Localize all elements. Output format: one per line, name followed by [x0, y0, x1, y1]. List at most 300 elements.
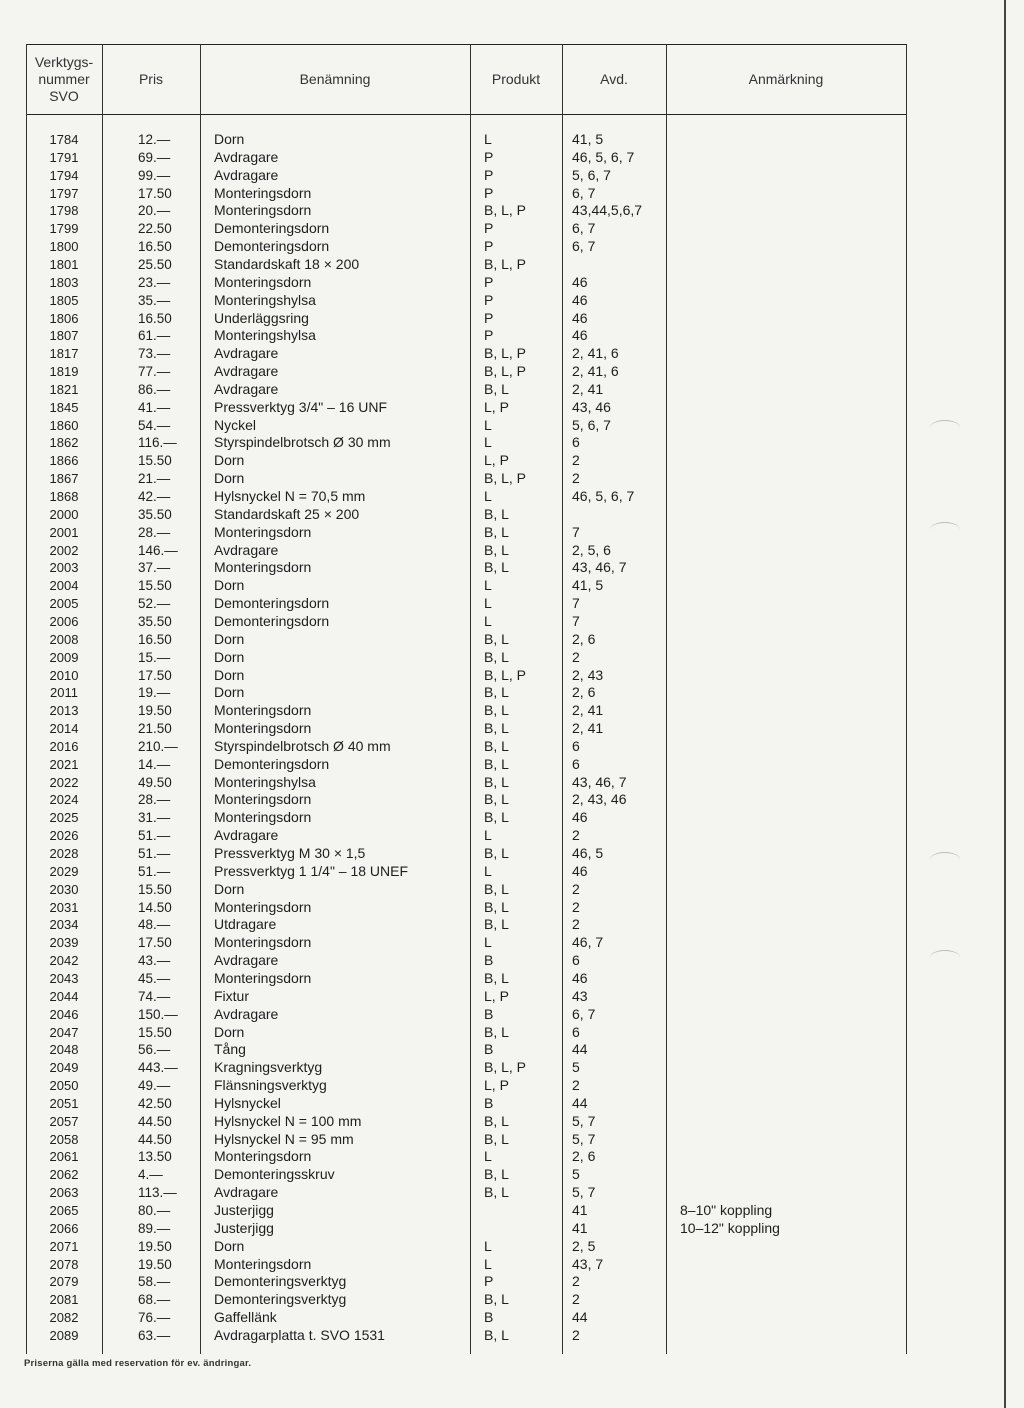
- cell-product: B: [484, 1041, 494, 1058]
- cell-description: Monteringsdorn: [214, 559, 312, 576]
- cell-description: Hylsnyckel: [214, 1094, 281, 1111]
- cell-price: 52.—: [138, 596, 171, 612]
- cell-description: Avdragarplatta t. SVO 1531: [214, 1326, 385, 1343]
- punch-hole-mark: [930, 420, 960, 435]
- cell-price: 51.—: [138, 846, 171, 861]
- cell-department: 5: [572, 1166, 580, 1183]
- cell-department: 44: [572, 1041, 588, 1058]
- cell-product: P: [484, 273, 494, 290]
- cell-svo-number: 2025: [49, 810, 79, 826]
- table-border-right: [906, 44, 907, 1354]
- table-border-left: [26, 44, 27, 1354]
- footnote: Priserna gälla med reservation för ev. ändringar.: [24, 1358, 252, 1369]
- cell-description: Demonteringsdorn: [214, 220, 330, 237]
- cell-price: 113.—: [138, 1185, 177, 1201]
- cell-department: 6, 7: [572, 184, 596, 201]
- cell-description: Dorn: [214, 1023, 245, 1040]
- cell-remark: 8–10" koppling: [680, 1202, 773, 1218]
- column-divider: [562, 44, 563, 1354]
- cell-description: Demonteringsdorn: [214, 238, 330, 255]
- cell-svo-number: 1794: [49, 167, 79, 183]
- cell-department: 43: [572, 987, 588, 1004]
- cell-description: Avdragare: [214, 1184, 279, 1201]
- cell-svo-number: 2061: [49, 1149, 79, 1165]
- cell-price: 44.50: [138, 1113, 172, 1129]
- cell-price: 15.—: [138, 649, 171, 665]
- cell-department: 2: [572, 1326, 580, 1343]
- cell-product: L: [484, 862, 492, 879]
- cell-department: 6, 7: [572, 238, 596, 255]
- cell-description: Styrspindelbrotsch Ø 30 mm: [214, 434, 391, 451]
- cell-description: Monteringsdorn: [214, 523, 312, 540]
- cell-description: Fixtur: [214, 987, 249, 1004]
- cell-description: Monteringsdorn: [214, 702, 312, 719]
- cell-svo-number: 2078: [49, 1256, 79, 1272]
- cell-department: 46, 7: [572, 934, 604, 951]
- cell-product: B, L, P: [484, 255, 527, 272]
- cell-svo-number: 1798: [49, 203, 79, 219]
- header-benamning: Benämning: [299, 70, 371, 87]
- cell-product: B, L: [484, 969, 509, 986]
- header-avd: Avd.: [600, 70, 628, 87]
- cell-product: B: [484, 1309, 494, 1326]
- cell-product: B, L, P: [484, 470, 527, 487]
- cell-price: 31.—: [138, 810, 171, 826]
- cell-department: 2: [572, 1077, 580, 1094]
- cell-product: L: [484, 827, 492, 844]
- cell-product: P: [484, 148, 494, 165]
- cell-price: 54.—: [138, 417, 171, 433]
- cell-product: B, L: [484, 755, 509, 772]
- cell-svo-number: 2079: [49, 1274, 79, 1290]
- cell-department: 2, 6: [572, 630, 596, 647]
- cell-product: L: [484, 434, 492, 451]
- cell-price: 99.—: [138, 167, 171, 183]
- cell-product: B, L, P: [484, 363, 527, 380]
- cell-product: B, L: [484, 791, 509, 808]
- cell-product: B, L: [484, 845, 509, 861]
- cell-price: 20.—: [138, 203, 171, 219]
- cell-description: Avdragare: [214, 363, 279, 380]
- cell-svo-number: 1867: [49, 471, 79, 487]
- cell-product: B: [484, 1094, 494, 1111]
- cell-product: B: [484, 1005, 494, 1022]
- cell-svo-number: 1784: [49, 132, 79, 147]
- cell-product: B, L: [484, 648, 509, 665]
- cell-svo-number: 2039: [49, 935, 79, 951]
- cell-price: 15.50: [138, 881, 172, 897]
- cell-price: 35.50: [138, 506, 172, 522]
- punch-hole-mark: [930, 950, 960, 965]
- cell-product: B, L: [484, 1326, 509, 1343]
- cell-svo-number: 2022: [49, 774, 79, 790]
- cell-department: 2, 6: [572, 1148, 596, 1165]
- cell-price: 73.—: [138, 346, 171, 362]
- cell-price: 56.—: [138, 1042, 171, 1058]
- cell-product: L: [484, 1148, 492, 1165]
- cell-department: 46: [572, 969, 588, 986]
- cell-svo-number: 2050: [49, 1078, 79, 1094]
- punch-hole-mark: [930, 522, 960, 537]
- cell-svo-number: 2065: [49, 1203, 79, 1218]
- cell-department: 46: [572, 327, 588, 344]
- cell-price: 74.—: [138, 988, 171, 1004]
- header-svo-line: Verktygs-: [34, 53, 94, 70]
- cell-price: 41.—: [138, 399, 171, 415]
- cell-product: P: [484, 166, 494, 183]
- cell-product: B, L, P: [484, 666, 527, 683]
- cell-department: 41, 5: [572, 577, 604, 594]
- cell-department: 44: [572, 1094, 588, 1111]
- cell-description: Standardskaft 25 × 200: [214, 505, 360, 522]
- cell-price: 15.50: [138, 453, 172, 469]
- cell-department: 6: [572, 1023, 580, 1040]
- cell-svo-number: 1801: [49, 256, 79, 272]
- cell-svo-number: 2009: [49, 649, 79, 665]
- cell-description: Demonteringsdorn: [214, 755, 330, 772]
- cell-product: L: [484, 416, 492, 433]
- cell-description: Monteringsdorn: [214, 202, 312, 219]
- cell-department: 2: [572, 648, 580, 665]
- cell-description: Nyckel: [214, 416, 257, 433]
- cell-svo-number: 1860: [49, 417, 79, 433]
- cell-price: 48.—: [138, 917, 171, 933]
- cell-department: 6, 7: [572, 220, 596, 237]
- cell-svo-number: 1817: [49, 346, 79, 362]
- cell-department: 43,44,5,6,7: [572, 202, 643, 219]
- cell-description: Demonteringsdorn: [214, 595, 330, 612]
- cell-price: 15.50: [138, 578, 172, 594]
- cell-price: 35.50: [138, 613, 172, 629]
- cell-description: Justerjigg: [214, 1219, 274, 1236]
- cell-description: Utdragare: [214, 916, 277, 933]
- cell-price: 77.—: [138, 364, 171, 380]
- cell-price: 15.50: [138, 1024, 172, 1040]
- cell-product: B, L: [484, 773, 509, 790]
- cell-price: 45.—: [138, 970, 171, 986]
- cell-svo-number: 2028: [49, 846, 79, 861]
- cell-department: 43, 46, 7: [572, 559, 627, 576]
- cell-description: Avdragare: [214, 1005, 279, 1022]
- cell-description: Monteringsdorn: [214, 809, 312, 826]
- cell-product: P: [484, 291, 494, 308]
- cell-description: Dorn: [214, 630, 245, 647]
- cell-price: 69.—: [138, 149, 171, 165]
- cell-description: Demonteringsverktyg: [214, 1273, 347, 1290]
- cell-svo-number: 1862: [49, 435, 79, 451]
- cell-svo-number: 2011: [50, 685, 78, 701]
- cell-description: Tång: [214, 1041, 246, 1058]
- cell-description: Pressverktyg 3/4" – 16 UNF: [214, 398, 388, 415]
- cell-svo-number: 2002: [49, 542, 79, 558]
- cell-svo-number: 1819: [49, 364, 79, 380]
- cell-price: 68.—: [138, 1292, 171, 1308]
- cell-price: 42.—: [138, 489, 171, 504]
- cell-department: 2, 41: [572, 720, 604, 737]
- cell-department: 41: [572, 1202, 588, 1218]
- cell-department: 2: [572, 916, 580, 933]
- cell-department: 46, 5, 6, 7: [572, 488, 635, 504]
- cell-description: Dorn: [214, 131, 245, 147]
- cell-description: Justerjigg: [214, 1202, 274, 1218]
- cell-department: 44: [572, 1309, 588, 1326]
- cell-department: 6: [572, 434, 580, 451]
- cell-price: 19.50: [138, 1256, 172, 1272]
- cell-svo-number: 2010: [49, 667, 79, 683]
- cell-description: Demonteringsskruv: [214, 1166, 335, 1183]
- cell-product: L: [484, 577, 492, 594]
- cell-svo-number: 1866: [49, 453, 79, 469]
- cell-price: 19.—: [138, 685, 171, 701]
- column-divider: [200, 44, 201, 1354]
- cell-department: 2, 43, 46: [572, 791, 627, 808]
- cell-description: Underläggsring: [214, 309, 309, 326]
- cell-price: 12.—: [138, 132, 171, 147]
- header-svo: [26, 44, 102, 114]
- cell-price: 13.50: [138, 1149, 172, 1165]
- cell-product: B, L: [484, 1112, 509, 1129]
- cell-description: Avdragare: [214, 952, 279, 969]
- cell-description: Kragningsverktyg: [214, 1059, 323, 1076]
- cell-description: Monteringsdorn: [214, 1148, 312, 1165]
- cell-price: 14.—: [138, 756, 171, 772]
- cell-price: 63.—: [138, 1327, 171, 1343]
- cell-description: Monteringsdorn: [214, 273, 312, 290]
- cell-product: L, P: [484, 398, 509, 415]
- cell-product: B: [484, 952, 494, 969]
- cell-department: 46: [572, 309, 588, 326]
- cell-department: 2, 6: [572, 684, 596, 701]
- cell-department: 7: [572, 612, 580, 629]
- cell-price: 42.50: [138, 1095, 172, 1111]
- cell-product: L: [484, 131, 492, 147]
- cell-svo-number: 2024: [49, 792, 79, 808]
- cell-svo-number: 2063: [49, 1185, 79, 1201]
- cell-description: Dorn: [214, 452, 245, 469]
- cell-svo-number: 1821: [49, 381, 79, 397]
- cell-svo-number: 2003: [49, 560, 79, 576]
- cell-description: Pressverktyg M 30 × 1,5: [214, 845, 366, 861]
- cell-svo-number: 2001: [49, 524, 79, 540]
- cell-price: 43.—: [138, 953, 171, 969]
- cell-product: B, L: [484, 702, 509, 719]
- cell-remark: 10–12" koppling: [680, 1219, 780, 1236]
- cell-svo-number: 2000: [49, 506, 79, 522]
- cell-description: Monteringshylsa: [214, 327, 316, 344]
- cell-description: Dorn: [214, 684, 245, 701]
- cell-description: Demonteringsdorn: [214, 612, 330, 629]
- cell-department: 5, 6, 7: [572, 166, 611, 183]
- cell-description: Gaffellänk: [214, 1309, 277, 1326]
- cell-department: 2: [572, 1273, 580, 1290]
- cell-svo-number: 1797: [49, 185, 79, 201]
- cell-price: 28.—: [138, 792, 171, 808]
- cell-price: 49.50: [138, 774, 172, 790]
- cell-department: 5, 7: [572, 1184, 596, 1201]
- cell-department: 43, 46, 7: [572, 773, 627, 790]
- cell-description: Dorn: [214, 470, 245, 487]
- cell-svo-number: 1799: [49, 221, 79, 237]
- cell-product: L: [484, 488, 492, 504]
- cell-product: L: [484, 1237, 492, 1254]
- cell-svo-number: 2005: [49, 596, 79, 612]
- cell-description: Hylsnyckel N = 100 mm: [214, 1112, 362, 1129]
- cell-description: Dorn: [214, 666, 245, 683]
- cell-price: 51.—: [138, 828, 171, 844]
- cell-department: 2, 41, 6: [572, 363, 619, 380]
- cell-department: 43, 7: [572, 1255, 604, 1272]
- cell-description: Monteringsdorn: [214, 934, 312, 951]
- cell-product: P: [484, 1273, 494, 1290]
- cell-description: Dorn: [214, 1237, 245, 1254]
- cell-price: 116.—: [138, 435, 177, 451]
- cell-svo-number: 2030: [49, 881, 79, 897]
- cell-description: Demonteringsverktyg: [214, 1291, 347, 1308]
- cell-department: 2, 41, 6: [572, 345, 619, 362]
- cell-product: B, L: [484, 380, 509, 397]
- cell-product: L: [484, 1255, 492, 1272]
- cell-product: B, L: [484, 559, 509, 576]
- column-divider: [102, 44, 103, 1354]
- cell-department: 2: [572, 898, 580, 915]
- cell-department: 2: [572, 827, 580, 844]
- cell-department: 7: [572, 523, 580, 540]
- cell-department: 46, 5: [572, 845, 604, 861]
- cell-product: B, L: [484, 737, 509, 754]
- cell-product: B, L: [484, 541, 509, 558]
- cell-description: Hylsnyckel N = 95 mm: [214, 1130, 354, 1147]
- cell-svo-number: 2049: [49, 1060, 79, 1076]
- cell-product: P: [484, 184, 494, 201]
- column-divider: [470, 44, 471, 1354]
- cell-department: 2, 5: [572, 1237, 596, 1254]
- cell-price: 23.—: [138, 274, 171, 290]
- cell-price: 58.—: [138, 1274, 171, 1290]
- cell-description: Avdragare: [214, 541, 279, 558]
- cell-svo-number: 2089: [49, 1327, 79, 1343]
- cell-price: 89.—: [138, 1220, 171, 1236]
- cell-price: 210.—: [138, 738, 178, 754]
- cell-product: L, P: [484, 452, 509, 469]
- cell-product: B, L: [484, 505, 509, 522]
- cell-price: 21.50: [138, 721, 172, 737]
- cell-svo-number: 2051: [49, 1095, 79, 1111]
- cell-price: 80.—: [138, 1203, 171, 1218]
- page-edge: [1004, 0, 1006, 1408]
- cell-svo-number: 1806: [49, 310, 79, 326]
- cell-price: 44.50: [138, 1131, 172, 1147]
- cell-description: Monteringsdorn: [214, 1255, 312, 1272]
- cell-description: Avdragare: [214, 166, 279, 183]
- cell-department: 6: [572, 952, 580, 969]
- cell-svo-number: 2004: [49, 578, 79, 594]
- cell-department: 41, 5: [572, 131, 604, 147]
- cell-price: 51.—: [138, 863, 171, 879]
- cell-price: 61.—: [138, 328, 171, 344]
- cell-svo-number: 2029: [49, 863, 79, 879]
- cell-description: Dorn: [214, 648, 245, 665]
- cell-department: 46: [572, 273, 588, 290]
- cell-product: B, L: [484, 1291, 509, 1308]
- cell-product: B, L: [484, 916, 509, 933]
- cell-description: Avdragare: [214, 380, 279, 397]
- punch-hole-mark: [930, 852, 960, 867]
- cell-department: 5, 7: [572, 1130, 596, 1147]
- cell-price: 19.50: [138, 1238, 172, 1254]
- cell-price: 150.—: [138, 1006, 178, 1022]
- cell-department: 5, 7: [572, 1112, 596, 1129]
- cell-svo-number: 2058: [49, 1131, 79, 1147]
- cell-department: 2, 41: [572, 702, 604, 719]
- cell-price: 21.—: [138, 471, 171, 487]
- cell-price: 4.—: [138, 1167, 163, 1183]
- cell-product: B, L: [484, 523, 509, 540]
- cell-svo-number: 2044: [49, 988, 79, 1004]
- header-svo-line: SVO: [49, 87, 79, 104]
- cell-svo-number: 1791: [49, 149, 79, 165]
- cell-svo-number: 2081: [49, 1292, 79, 1308]
- header-anmarkning: Anmärkning: [748, 70, 824, 87]
- cell-price: 17.50: [138, 185, 172, 201]
- cell-price: 86.—: [138, 381, 171, 397]
- cell-product: P: [484, 238, 494, 255]
- cell-department: 6: [572, 755, 580, 772]
- cell-svo-number: 2042: [49, 953, 79, 969]
- cell-price: 14.50: [138, 899, 172, 915]
- cell-svo-number: 2014: [49, 721, 79, 737]
- cell-department: 46, 5, 6, 7: [572, 148, 635, 165]
- cell-product: B, L: [484, 720, 509, 737]
- cell-description: Avdragare: [214, 148, 279, 165]
- cell-product: B, L, P: [484, 1059, 527, 1076]
- cell-product: B, L: [484, 630, 509, 647]
- cell-department: 2: [572, 470, 580, 487]
- cell-svo-number: 2026: [49, 828, 79, 844]
- cell-svo-number: 2082: [49, 1310, 79, 1326]
- cell-department: 2, 41: [572, 380, 604, 397]
- cell-department: 46: [572, 862, 588, 879]
- cell-svo-number: 1805: [49, 292, 79, 308]
- header-pris: Pris: [138, 70, 164, 87]
- cell-department: 43, 46: [572, 398, 611, 415]
- cell-svo-number: 2048: [49, 1042, 79, 1058]
- cell-svo-number: 1845: [49, 399, 79, 415]
- cell-department: 6: [572, 737, 580, 754]
- cell-svo-number: 1868: [49, 489, 79, 504]
- cell-price: 16.50: [138, 631, 172, 647]
- cell-product: L: [484, 612, 492, 629]
- column-divider: [666, 44, 667, 1354]
- cell-product: P: [484, 309, 494, 326]
- cell-description: Avdragare: [214, 827, 279, 844]
- cell-svo-number: 1803: [49, 274, 79, 290]
- header-produkt: Produkt: [491, 70, 541, 87]
- cell-description: Hylsnyckel N = 70,5 mm: [214, 488, 366, 504]
- cell-svo-number: 2043: [49, 970, 79, 986]
- cell-svo-number: 2016: [49, 738, 79, 754]
- cell-svo-number: 2066: [49, 1220, 79, 1236]
- cell-product: L: [484, 595, 492, 612]
- cell-description: Monteringshylsa: [214, 773, 316, 790]
- cell-product: B, L: [484, 898, 509, 915]
- cell-price: 28.—: [138, 524, 171, 540]
- cell-description: Styrspindelbrotsch Ø 40 mm: [214, 737, 391, 754]
- cell-price: 76.—: [138, 1310, 171, 1326]
- cell-svo-number: 1807: [49, 328, 79, 344]
- cell-svo-number: 2034: [49, 917, 79, 933]
- cell-department: 7: [572, 595, 580, 612]
- cell-product: L: [484, 934, 492, 951]
